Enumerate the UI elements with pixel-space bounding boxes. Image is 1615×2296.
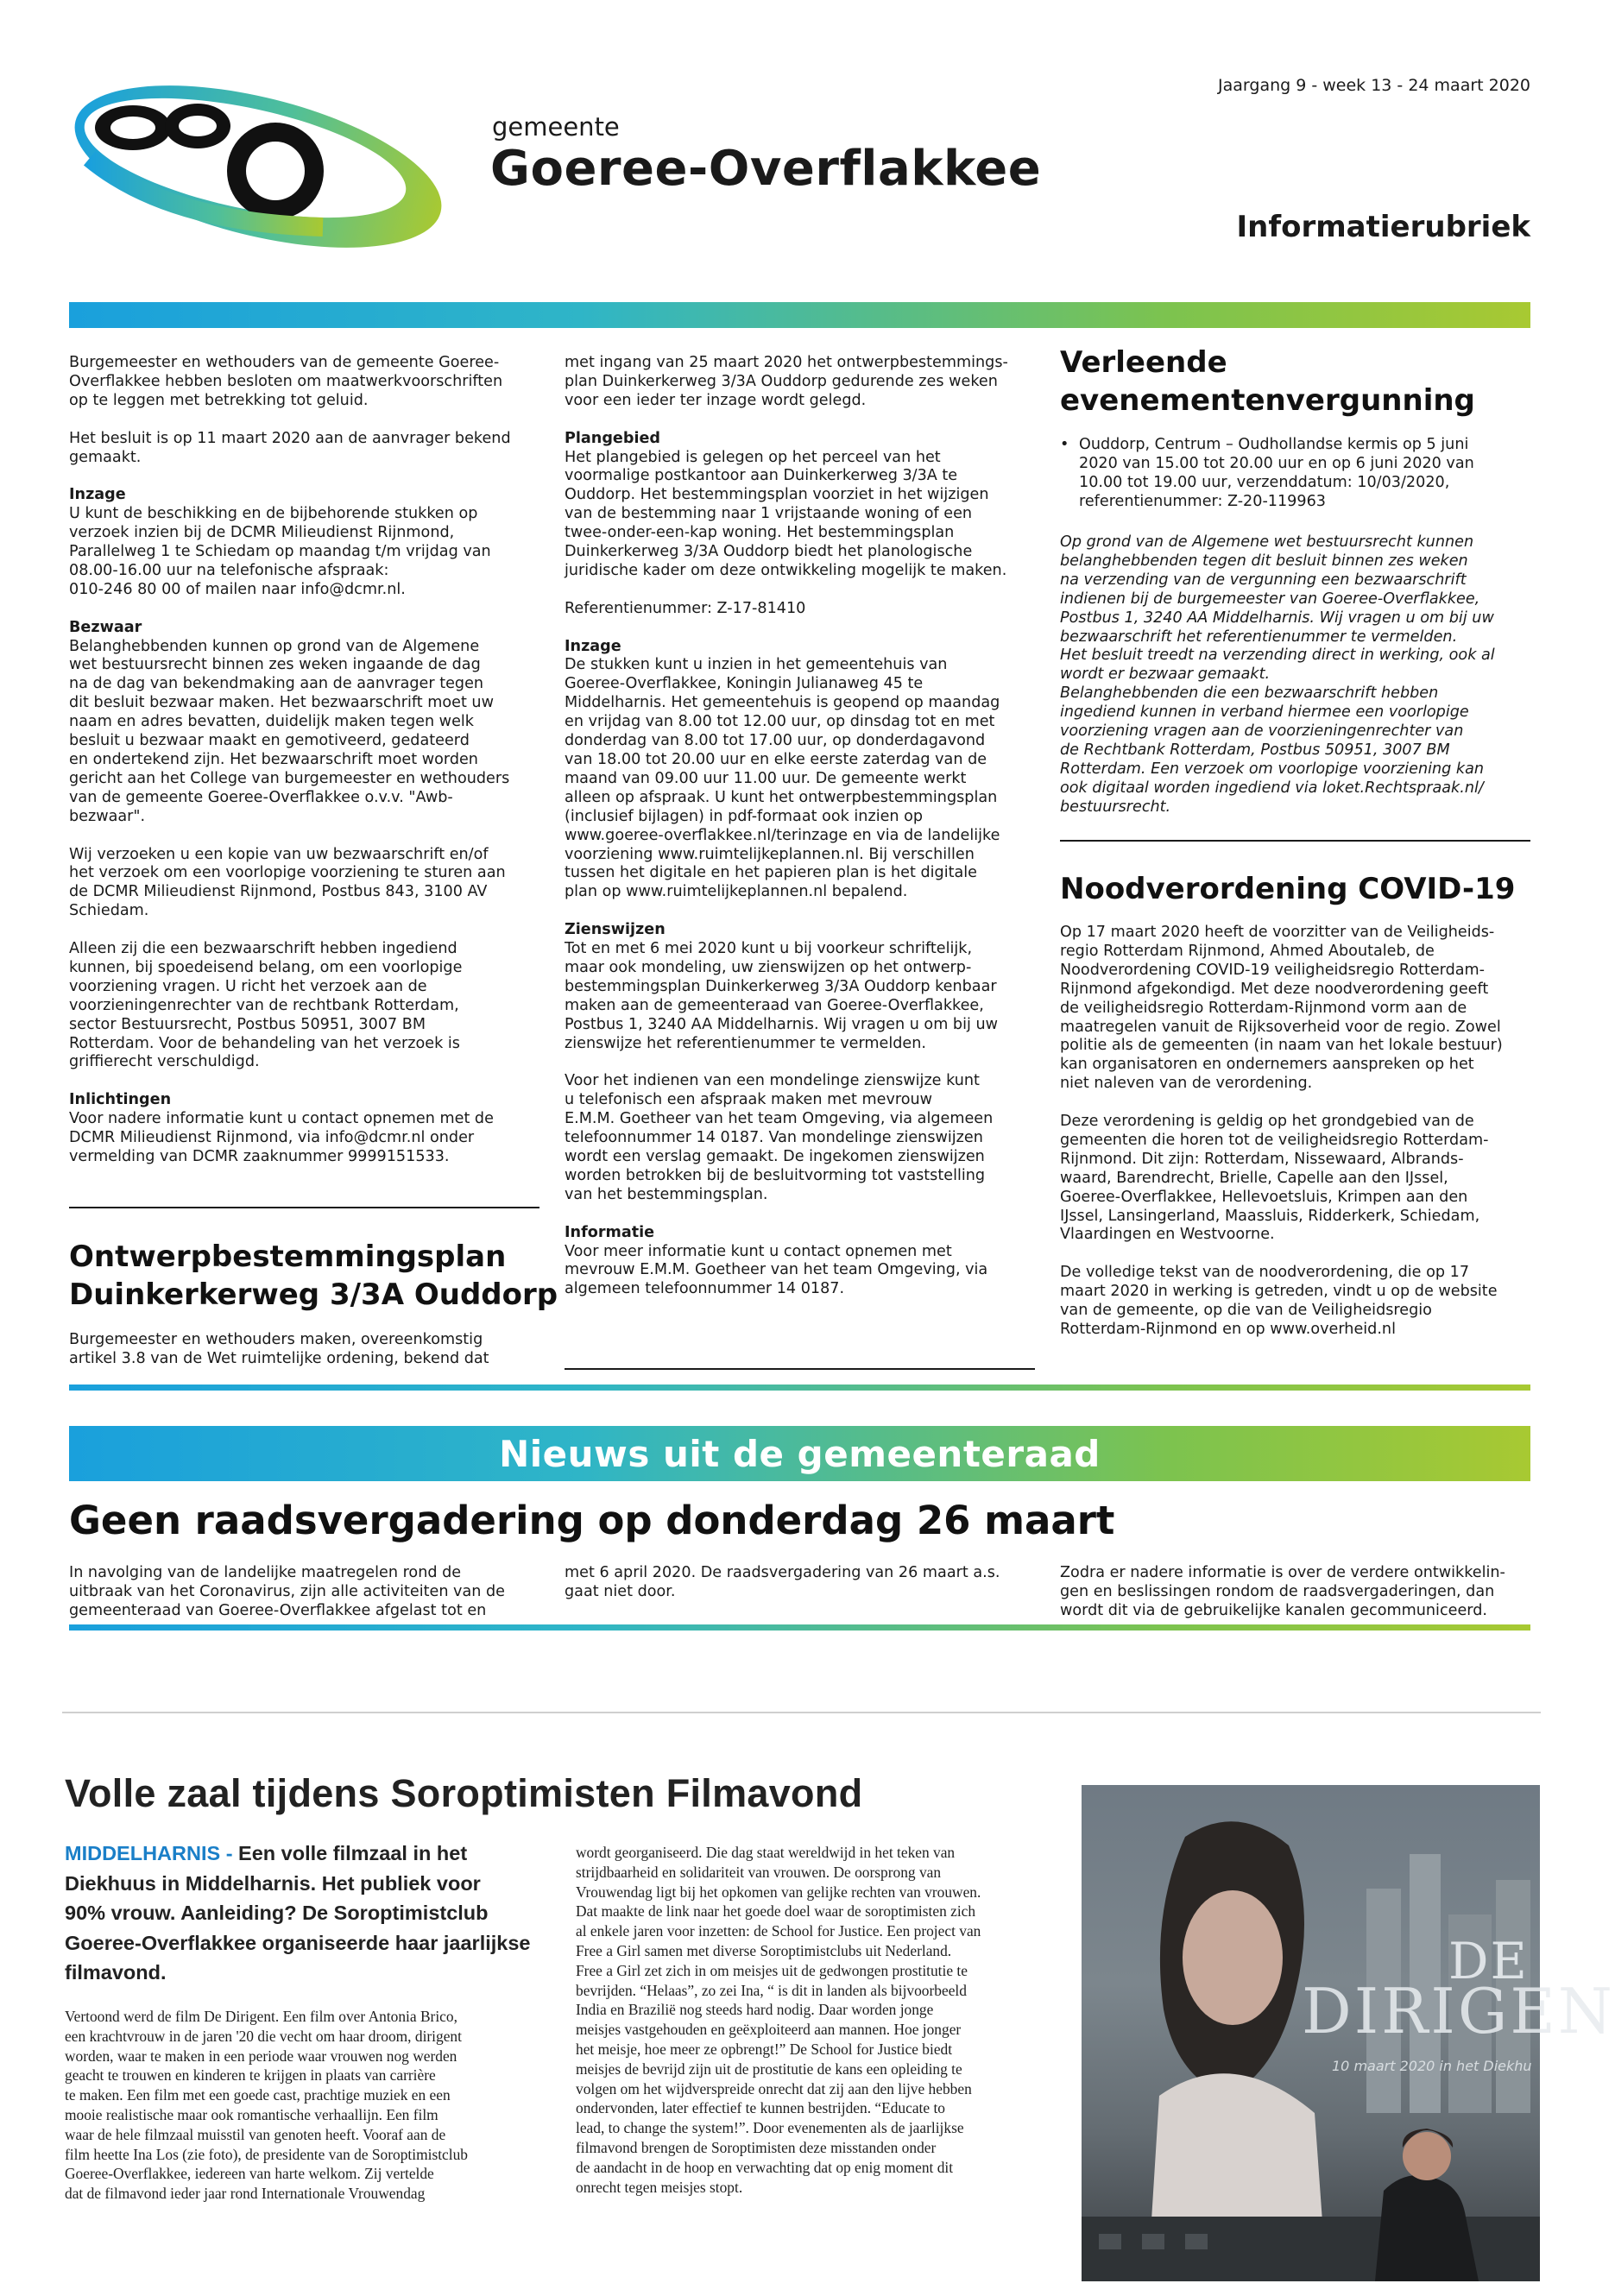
article-photo bbox=[1082, 1785, 1615, 2281]
municipality-logo bbox=[64, 76, 452, 257]
subheading: Plangebied bbox=[565, 429, 661, 447]
column-3-covid bbox=[1060, 924, 1548, 1359]
text: Voor het indienen van een mondelinge zienswijze kunt u telefonisch een afspraak maken met mevrouw E.M.M. Goetheer van het team Omgeving, via algemeen telefoonnummer 14 0187. Van mondelinge zienswijzen wordt een verslag gemaakt. De ingekomen zienswijzen worden betrokken bij de besluitvorming tot vaststelling van het bestemmingsplan. bbox=[565, 1072, 994, 1203]
divider bbox=[565, 1368, 1035, 1370]
subheading: Informatie bbox=[565, 1223, 655, 1241]
evenementen-title: Verleende evenementenvergunning bbox=[1060, 345, 1475, 418]
text: De volledige tekst van de noodverordening, die op 17 maart 2020 in werking is getreden, vindt u op de website van de gemeente, op die van de Veiligheidsregio Rotterdam-Rijnmond en op www.overheid.nl bbox=[1060, 1264, 1498, 1338]
municipality-name: Goeree-Overflakkee bbox=[490, 141, 1042, 197]
photo-text-de: DE bbox=[1448, 1932, 1529, 1990]
ontwerp-intro bbox=[69, 1331, 544, 1388]
raad-banner bbox=[69, 1426, 1530, 1481]
raad-col-2 bbox=[565, 1564, 1048, 1621]
photo-text-date: 10 maart 2020 in het Diekhu bbox=[1332, 2058, 1532, 2074]
divider bbox=[1060, 840, 1530, 842]
text: Voor nadere informatie kunt u contact opnemen met de DCMR Milieudienst Rijnmond, via info@dcmr.nl onder vermelding van DCMR zaaknummer 9999151533. bbox=[69, 1110, 494, 1165]
text: Op 17 maart 2020 heeft de voorzitter van de Veiligheids- regio Rotterdam Rijnmond, Ahmed Aboutaleb, de Noodverordening COVID-19 veiligheidsregio Rotterdam- Rijnmond afgekondigd. Met deze noodverordening geeft de veiligheidsregio Rotterdam-Rijnmond vorm aan de maatregelen vanuit de Rijksoverheid voor de regio. Zowel politie als de gemeenten (in naam van het lokale bestuur) kan organisatoren en ondernemers aanspreken op het niet naleven van de verordening. bbox=[1060, 924, 1503, 1093]
divider bbox=[69, 1207, 539, 1208]
header-gradient-bar bbox=[69, 302, 1530, 328]
text: U kunt de beschikking en de bijbehorende stukken op verzoek inzien bij de DCMR Milieudienst Rijnmond, Parallelweg 1 te Schiedam op maandag t/m vrijdag van 08.00-16.00 uur na telefonische afspraak: 010-246 80 00 of mailen naar info@dcmr.nl. bbox=[69, 505, 491, 598]
issue-info: Jaargang 9 - week 13 - 24 maart 2020 bbox=[1218, 76, 1530, 95]
text: Zodra er nadere informatie is over de verdere ontwikkelin- gen en beslissingen rondom de raadsvergaderingen, dan wordt dit via de gebruikelijke kanalen gecommuniceerd. bbox=[1060, 1564, 1505, 1619]
raad-banner-title: Nieuws uit de gemeenteraad bbox=[499, 1432, 1101, 1475]
raad-title: Geen raadsvergadering op donderdag 26 maart bbox=[69, 1498, 1115, 1543]
subheading: Zienswijzen bbox=[565, 921, 666, 939]
text: Wij verzoeken u een kopie van uw bezwaarschrift en/of het verzoek om een voorlopige voorziening te sturen aan de DCMR Milieudienst Rijnmond, Postbus 843, 3100 AV Schiedam. bbox=[69, 845, 506, 920]
subheading: Inlichtingen bbox=[69, 1091, 172, 1109]
text: De stukken kunt u inzien in het gemeentehuis van Goeree-Overflakkee, Koningin Julianaweg 45 te Middelharnis. Het gemeentehuis is geopend op maandag en vrijdag van 8.00 tot 12.00 uur, op dinsdag tot en met donderdag van 8.00 tot 17.00 uur, op donderdagavond van 18.00 tot 20.00 uur en elke eerste zaterdag van de maand van 09.00 uur 11.00 uur. De gemeente werkt alleen op afspraak. U kunt het ontwerpbestemmingsplan (inclusief bijlagen) in pdf-formaat ook inzien op www.goeree-overflakkee.nl/terinzage en via de landelijke voorziening www.ruimtelijkeplannen.nl. Bij verschillen tussen het digitale en het papieren plan is het digitale plan op www.ruimtelijkeplannen.nl bepalend. bbox=[565, 656, 1000, 901]
column-3-italic bbox=[1060, 533, 1548, 817]
text: In navolging van de landelijke maatregelen rond de uitbraak van het Coronavirus, zijn alle activiteiten van de gemeenteraad van Goeree-Overflakkee afgelast tot en bbox=[69, 1564, 505, 1619]
photo-text-title: DIRIGEN bbox=[1302, 1975, 1615, 2047]
text: Het besluit is op 11 maart 2020 aan de aanvrager bekend gemaakt. bbox=[69, 429, 511, 466]
ontwerp-title: Ontwerpbestemmingsplan Duinkerkerweg 3/3A Ouddorp bbox=[69, 1239, 558, 1312]
text: Tot en met 6 mei 2020 kunt u bij voorkeur schriftelijk, maar ook mondeling, uw zienswijzen op het ontwerp- bestemmingsplan Duinkerkerweg 3/3A Ouddorp kenbaar maken aan de gemeenteraad van Goeree-Overflakkee, Postbus 1, 3240 AA Middelharnis. Wij vragen u om bij uw zienswijze het referentienummer te vermelden. bbox=[565, 940, 999, 1052]
article-body-1: Vertoond werd de film De Dirigent. Een film over Antonia Brico, een krachtvrouw in de jaren '20 die vecht om haar droom, dirigent worden, waar te maken in een periode waar vrouwen nog werden geacht te trouwen en kinderen te krijgen in plaats van carrière te maken. Een film met een goede cast, prachtige muziek en een mooie realistische maar ook romantische verhaallijn. Een film waar de hele filmzaal muisstil van genoten heeft. Vooraf aan de film heette Ina Los (zie foto), de presidente van de Soroptimistclub Goeree-Overflakkee, iedereen van harte welkom. Zij vertelde dat de filmavond ieder jaar rond Internationale Vrouwendag bbox=[65, 2008, 468, 2203]
section-separator bbox=[62, 1712, 1541, 1713]
lead-rest: Diekhuus in Middelharnis. Het publiek voor 90% vrouw. Aanleiding? De Soroptimistclub Goeree-Overflakkee organiseerde haar jaarlijkse filmavond. bbox=[65, 1871, 531, 1984]
dateline: MIDDELHARNIS - bbox=[65, 1842, 239, 1864]
text: Deze verordening is geldig op het grondgebied van de gemeenten die horen tot de veiligheidsregio Rotterdam- Rijnmond. Dit zijn: Rotterdam, Nissewaard, Albrands- waard, Barendrecht, Brielle, Capelle aan den IJssel, Goeree-Overflakkee, Hellevoetsluis, Krimpen aan den IJssel, Lansingerland, Maassluis, Ridderkerk, Schiedam, Vlaardingen en Westvoorne. bbox=[1060, 1113, 1489, 1244]
column-3-bullet bbox=[1060, 436, 1543, 512]
text: Het plangebied is gelegen op het perceel van het voormalige postkantoor aan Duinkerkerweg 3/3A te Ouddorp. Het bestemmingsplan voorziet in het wijzigen van de bestemming naar 1 vrijstaande woning of een twee-onder-een-kap woning. Het bestemmingsplan Duinkerkerweg 3/3A Ouddorp biedt het planologische juridische kader om deze ontwikkeling mogelijk te maken. bbox=[565, 448, 1007, 579]
subheading: Inzage bbox=[565, 637, 621, 655]
text: Belanghebbenden kunnen op grond van de Algemene wet bestuursrecht binnen zes weken ingaande de dag na de dag van bekendmaking aan de aanvrager tegen dit besluit bezwaar maken. Het bezwaarschrift moet uw naam en adres bevatten, duidelijk maken tegen welk besluit u bezwaar maakt en gemotiveerd, gedateerd en ondertekend zijn. Het bezwaarschrift moet worden gericht aan het College van burgemeester en wethouders van de gemeente Goeree-Overflakkee o.v.v. "Awb- bezwaar". bbox=[69, 637, 510, 825]
text: Alleen zij die een bezwaarschrift hebben ingediend kunnen, bij spoedeisend belang, om een voorlopige voorziening vragen. U richt het verzoek aan de voorzieningenrechter van de rechtbank Rotterdam, sector Bestuursrecht, Postbus 50951, 3007 BM Rotterdam. Voor de behandeling van het verzoek is griffierecht verschuldigd. bbox=[69, 940, 463, 1071]
subheading: Inzage bbox=[69, 486, 126, 504]
section-title: Informatierubriek bbox=[1236, 210, 1530, 244]
thin-gradient-bar bbox=[69, 1385, 1530, 1391]
thin-gradient-bar bbox=[69, 1624, 1530, 1631]
gemeente-label: gemeente bbox=[492, 112, 620, 142]
text: met ingang van 25 maart 2020 het ontwerpbestemmings- plan Duinkerkerweg 3/3A Ouddorp gedurende zes weken voor een ieder ter inzage wordt gelegd. bbox=[565, 354, 1008, 409]
text: Referentienummer: Z-17-81410 bbox=[565, 599, 806, 617]
subheading: Bezwaar bbox=[69, 618, 142, 636]
italic-text: Op grond van de Algemene wet bestuursrecht kunnen belanghebbenden tegen dit besluit binnen zes weken na verzending van de vergunning een bezwaarschrift indienen bij de burgemeester van Goeree-Overflakkee, Postbus 1, 3240 AA Middelharnis. Wij vragen u om bij uw bezwaarschrift het referentienummer te vermelden. Het besluit treedt na verzending direct in werking, ook al wordt er bezwaar gemaakt. Belanghebbenden die een bezwaarschrift hebben ingediend kunnen in verband hiermee een voorlopige voorziening vragen aan de voorzieningenrechter van de Rechtbank Rotterdam, Postbus 50951, 3007 BM Rotterdam. Een verzoek om voorlopige voorziening kan ook digitaal worden ingediend via loket.Rechtspraak.nl/ bestuursrecht. bbox=[1060, 533, 1495, 816]
text: Ouddorp, Centrum – Oudhollandse kermis op 5 juni 2020 van 15.00 tot 20.00 uur en op 6 juni 2020 van 10.00 tot 19.00 uur, verzenddatum: 10/03/2020, referentienummer: Z-20-119963 bbox=[1079, 436, 1474, 510]
article-title: Volle zaal tijdens Soroptimisten Filmavond bbox=[65, 1771, 863, 1815]
article-lead bbox=[65, 1839, 565, 1988]
covid-title: Noodverordening COVID-19 bbox=[1060, 872, 1516, 906]
article-body-2: wordt georganiseerd. Die dag staat wereldwijd in het teken van strijdbaarheid en solidariteit van vrouwen. De oorsprong van Vrouwendag ligt bij het opkomen van gelijke rechten van vrouwen. Dat maakte de link naar het goede doel waar de soroptimisten zich al enkele jaren voor inzetten: de School for Justice. Een project van Free a Girl samen met diverse Soroptimistclubs uit Nederland. Free a Girl zet zich in om meisjes uit de gedwongen prostitutie te bevrijden. “Helaas”, zo zei Ina, “ is dit in landen als bijvoorbeeld India en Brazilië nog steeds hard nodig. Daar worden jonge meisjes vastgehouden en geëxploiteerd aan mannen. Hoe jonger het meisje, hoe meer ze opbrengt!” De School for Justice biedt meisjes de bevrijd zijn uit de prostitutie de kans een opleiding te volgen om het wijdverspreide onrecht dat zij aan den lijve hebben ondervonden, later effectief te kunnen bestrijden. “Educate to lead, to change the system!”. Door evenementen als de jaarlijkse filmavond brengen de Soroptimisten deze misstanden onder de aandacht in de hoop en verwachting dat op enig moment dit onrecht tegen meisjes stopt. bbox=[576, 1844, 981, 2196]
lead-first: Een volle filmzaal in het bbox=[238, 1842, 468, 1864]
text: Burgemeester en wethouders maken, overeenkomstig artikel 3.8 van de Wet ruimtelijke ordening, bekend dat bbox=[69, 1331, 489, 1367]
column-2 bbox=[565, 354, 1048, 1318]
text: Burgemeester en wethouders van de gemeente Goeree- Overflakkee hebben besloten om maatwerkvoorschriften op te leggen met betrekking tot geluid. bbox=[69, 354, 503, 409]
column-1 bbox=[69, 354, 544, 1186]
text: Voor meer informatie kunt u contact opnemen met mevrouw E.M.M. Goetheer van het team Omgeving, via algemeen telefoonnummer 14 0187. bbox=[565, 1242, 988, 1298]
text: met 6 april 2020. De raadsvergadering van 26 maart a.s. gaat niet door. bbox=[565, 1564, 1000, 1600]
bullet-icon: • bbox=[1060, 436, 1069, 453]
